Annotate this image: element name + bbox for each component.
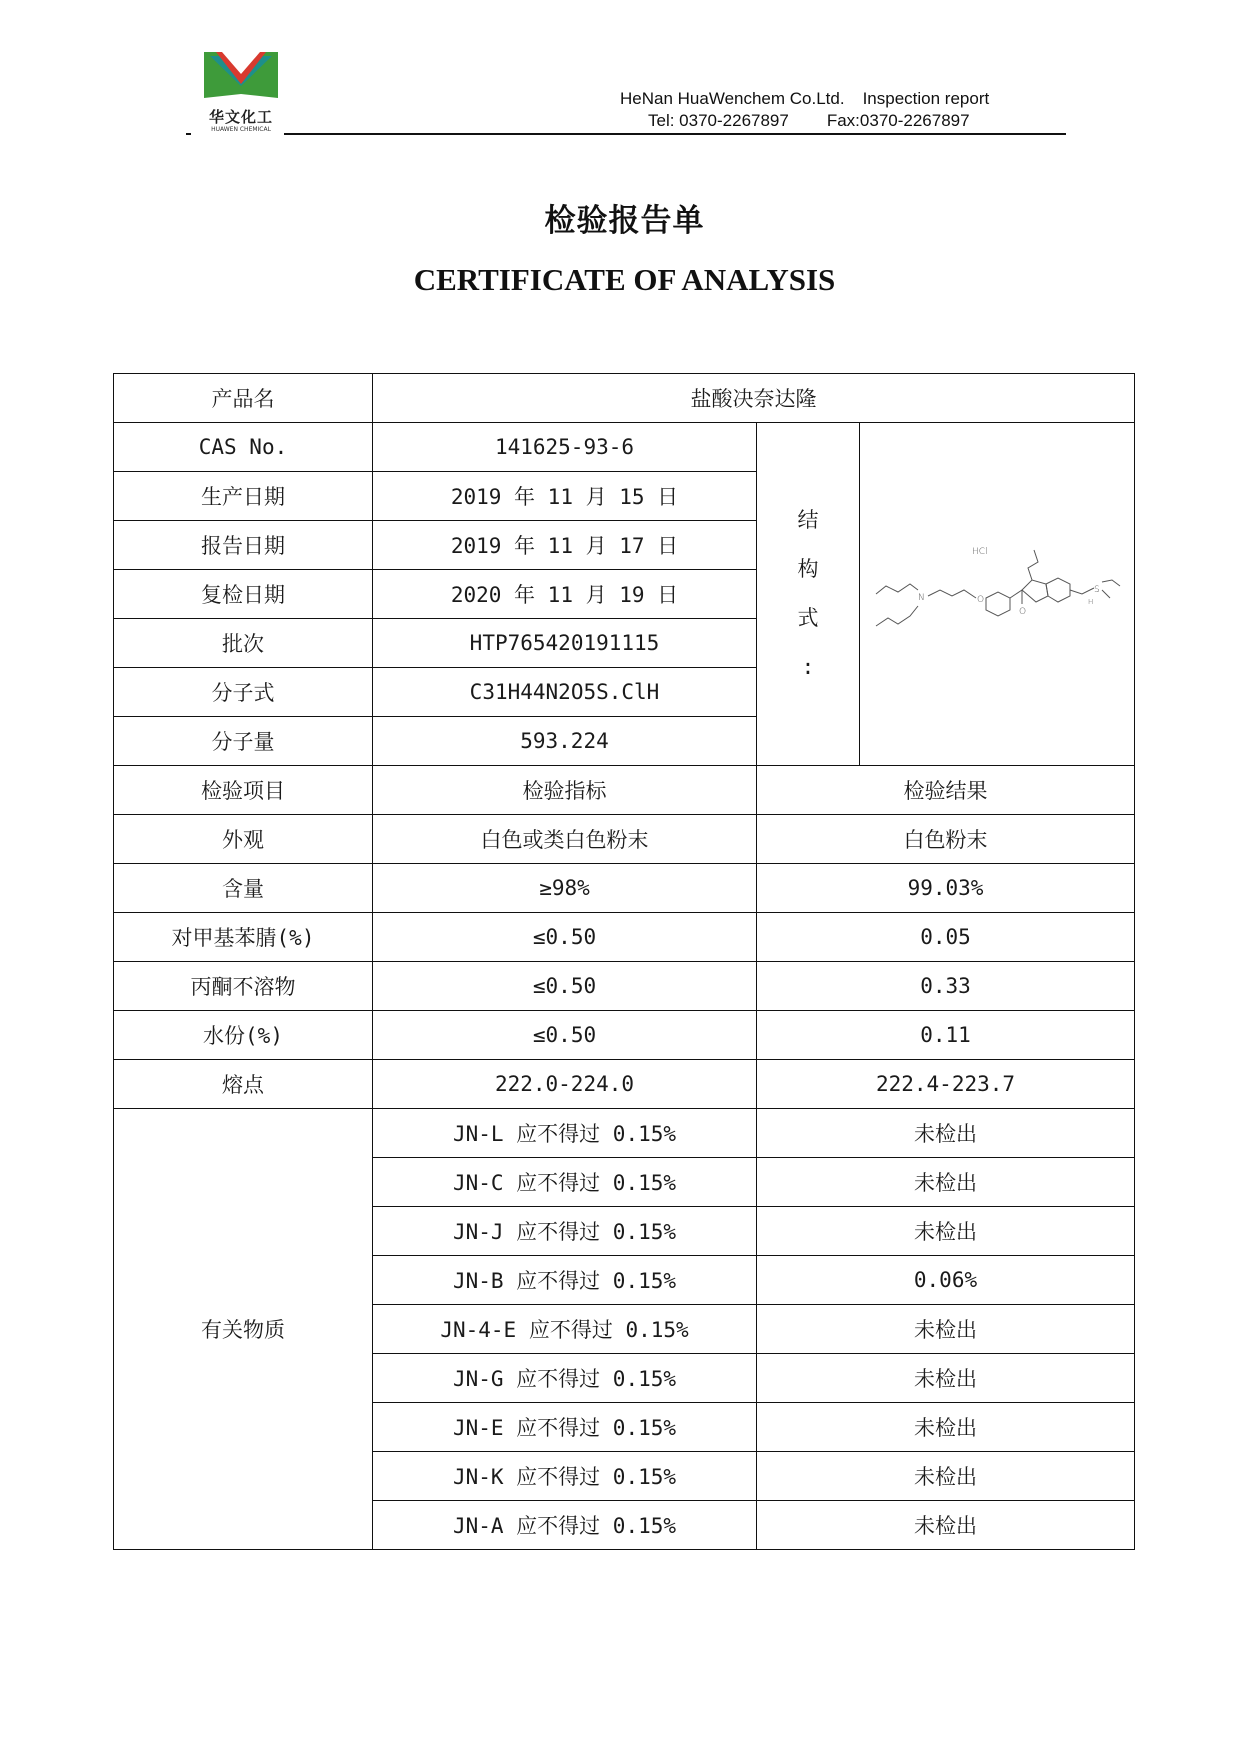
report-date-label: 报告日期 bbox=[114, 521, 373, 570]
report-type: Inspection report bbox=[862, 89, 990, 108]
production-date-value: 2019 年 11 月 15 日 bbox=[373, 472, 757, 521]
related-result: 未检出 bbox=[757, 1403, 1135, 1452]
header-contact-line bbox=[648, 111, 970, 131]
structure-hcl-text: HCl bbox=[972, 547, 988, 557]
cas-label: CAS No. bbox=[114, 423, 373, 472]
company-logo bbox=[196, 48, 286, 138]
related-spec: JN-A 应不得过 0.15% bbox=[373, 1501, 757, 1550]
test-item: 水份(%) bbox=[114, 1011, 373, 1060]
batch-value: HTP765420191115 bbox=[373, 619, 757, 668]
structure-h-text: H bbox=[1088, 598, 1094, 606]
test-result-header: 检验结果 bbox=[757, 766, 1135, 815]
formula-value: C31H44N2O5S.ClH bbox=[373, 668, 757, 717]
company-name: HeNan HuaWenchem Co.Ltd. bbox=[620, 89, 845, 108]
mol-weight-value: 593.224 bbox=[373, 717, 757, 766]
related-spec: JN-B 应不得过 0.15% bbox=[373, 1256, 757, 1305]
title-en: CERTIFICATE OF ANALYSIS bbox=[413, 262, 836, 297]
table-row-test-header bbox=[114, 766, 1135, 815]
retest-date-label: 复检日期 bbox=[114, 570, 373, 619]
fax: Fax:0370-2267897 bbox=[826, 111, 970, 130]
formula-label: 分子式 bbox=[114, 668, 373, 717]
structure-char-3: 式 bbox=[797, 606, 819, 630]
header-rule bbox=[284, 133, 1066, 135]
header-company-line bbox=[620, 89, 989, 109]
related-spec: JN-G 应不得过 0.15% bbox=[373, 1354, 757, 1403]
product-value: 盐酸决奈达隆 bbox=[373, 374, 1135, 423]
table-row bbox=[114, 1060, 1135, 1109]
related-substances-label: 有关物质 bbox=[114, 1109, 373, 1550]
structure-char-1: 结 bbox=[797, 508, 819, 532]
related-spec: JN-E 应不得过 0.15% bbox=[373, 1403, 757, 1452]
test-result: 白色粉末 bbox=[757, 815, 1135, 864]
mol-weight-label: 分子量 bbox=[114, 717, 373, 766]
test-result: 99.03% bbox=[757, 864, 1135, 913]
test-item: 丙酮不溶物 bbox=[114, 962, 373, 1011]
product-label: 产品名 bbox=[114, 374, 373, 423]
structure-o2-text: O bbox=[1019, 607, 1027, 617]
logo-name-en: HUAWEN CHEMICAL bbox=[211, 126, 271, 133]
test-item-header: 检验项目 bbox=[114, 766, 373, 815]
table-row bbox=[114, 864, 1135, 913]
related-result: 未检出 bbox=[757, 1452, 1135, 1501]
related-spec: JN-C 应不得过 0.15% bbox=[373, 1158, 757, 1207]
test-item: 熔点 bbox=[114, 1060, 373, 1109]
structure-o-text: O bbox=[977, 595, 985, 605]
logo-mark-icon bbox=[196, 48, 286, 104]
table-row bbox=[114, 1109, 1135, 1158]
related-spec: JN-4-E 应不得过 0.15% bbox=[373, 1305, 757, 1354]
test-spec: ≤0.50 bbox=[373, 913, 757, 962]
related-result: 未检出 bbox=[757, 1158, 1135, 1207]
test-result: 0.05 bbox=[757, 913, 1135, 962]
table-row-cas bbox=[114, 423, 1135, 472]
test-result: 0.11 bbox=[757, 1011, 1135, 1060]
table-row bbox=[114, 815, 1135, 864]
structure-char-2: 构 bbox=[797, 557, 819, 581]
table-row bbox=[114, 962, 1135, 1011]
table-row-product bbox=[114, 374, 1135, 423]
structure-n-text: N bbox=[918, 593, 925, 603]
title-cn: 检验报告单 bbox=[544, 203, 705, 239]
structure-cell bbox=[860, 423, 1135, 766]
test-spec: 222.0-224.0 bbox=[373, 1060, 757, 1109]
table-row bbox=[114, 913, 1135, 962]
related-spec: JN-L 应不得过 0.15% bbox=[373, 1109, 757, 1158]
test-result: 222.4-223.7 bbox=[757, 1060, 1135, 1109]
related-spec: JN-J 应不得过 0.15% bbox=[373, 1207, 757, 1256]
report-date-value: 2019 年 11 月 17 日 bbox=[373, 521, 757, 570]
related-result: 未检出 bbox=[757, 1109, 1135, 1158]
related-result: 未检出 bbox=[757, 1305, 1135, 1354]
related-result: 未检出 bbox=[757, 1207, 1135, 1256]
test-item: 外观 bbox=[114, 815, 373, 864]
batch-label: 批次 bbox=[114, 619, 373, 668]
test-spec: 白色或类白色粉末 bbox=[373, 815, 757, 864]
test-spec-header: 检验指标 bbox=[373, 766, 757, 815]
production-date-label: 生产日期 bbox=[114, 472, 373, 521]
structure-label bbox=[757, 423, 860, 766]
related-result: 0.06% bbox=[757, 1256, 1135, 1305]
header-tick bbox=[186, 133, 191, 135]
test-spec: ≥98% bbox=[373, 864, 757, 913]
related-result: 未检出 bbox=[757, 1354, 1135, 1403]
test-item: 对甲基苯腈(%) bbox=[114, 913, 373, 962]
structure-char-4: : bbox=[801, 655, 815, 679]
test-spec: ≤0.50 bbox=[373, 962, 757, 1011]
structure-s-text: S bbox=[1094, 585, 1100, 595]
logo-name-cn: 华文化工 bbox=[208, 108, 273, 126]
test-spec: ≤0.50 bbox=[373, 1011, 757, 1060]
related-spec: JN-K 应不得过 0.15% bbox=[373, 1452, 757, 1501]
test-item: 含量 bbox=[114, 864, 373, 913]
test-result: 0.33 bbox=[757, 962, 1135, 1011]
related-result: 未检出 bbox=[757, 1501, 1135, 1550]
cas-value: 141625-93-6 bbox=[373, 423, 757, 472]
structure-image bbox=[862, 534, 1132, 654]
retest-date-value: 2020 年 11 月 19 日 bbox=[373, 570, 757, 619]
table-row bbox=[114, 1011, 1135, 1060]
telephone: Tel: 0370-2267897 bbox=[648, 111, 789, 130]
coa-table bbox=[113, 373, 1135, 1550]
